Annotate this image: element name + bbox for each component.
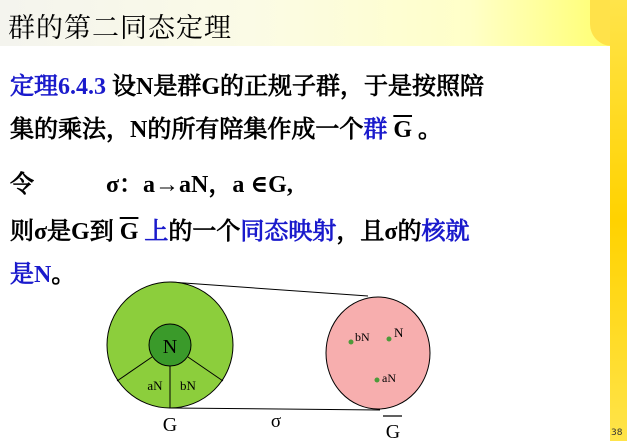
theorem-group-word: 群 (363, 117, 388, 143)
conclusion-part-3: 的一个 (168, 219, 241, 245)
point-bn-dot (349, 340, 354, 345)
point-an-label: aN (382, 371, 396, 385)
quotient-group-circle (326, 297, 430, 409)
lower-connector-line (170, 408, 380, 410)
conclusion-quotient-group: $\overline{G}$ (119, 219, 139, 245)
theorem-text-1: 设N是群G的正规子群，于是按照陪 (106, 74, 484, 100)
theorem-period: 。 (412, 117, 443, 143)
group-g-label: G (162, 414, 178, 436)
mapping-prefix: 令 (10, 172, 34, 198)
coset-bn-label: bN (180, 378, 196, 393)
conclusion-part-1: 则σ是G到 (10, 219, 120, 245)
point-n-label: N (394, 325, 404, 340)
quotient-group-label: G (385, 421, 401, 441)
conclusion-kernel: 核就 (421, 219, 470, 245)
point-bn-label: bN (355, 330, 370, 344)
conclusion-is-n: 是N (10, 262, 52, 288)
coset-an-label: aN (147, 378, 163, 393)
conclusion-onto: 上 (138, 219, 169, 245)
mapping-formula: σ：a→aN，a ∈G, (106, 172, 293, 198)
page-number: 38 (611, 428, 623, 438)
conclusion-homomorphism: 同态映射 (240, 219, 337, 245)
point-an-dot (375, 378, 380, 383)
conclusion-end: 。 (51, 262, 76, 288)
normal-subgroup-label: N (162, 336, 178, 358)
sigma-label: σ (270, 411, 282, 432)
conclusion-part-5: ，且σ的 (336, 219, 422, 245)
theorem-quotient-group: $\overline{G}$ (393, 117, 413, 143)
theorem-label: 定理6.4.3 (10, 74, 106, 100)
point-n-dot (387, 337, 392, 342)
slide-title: 群的第二同态定理 (8, 13, 232, 44)
theorem-text-2: 集的乘法，N的所有陪集作成一个 (10, 117, 364, 143)
